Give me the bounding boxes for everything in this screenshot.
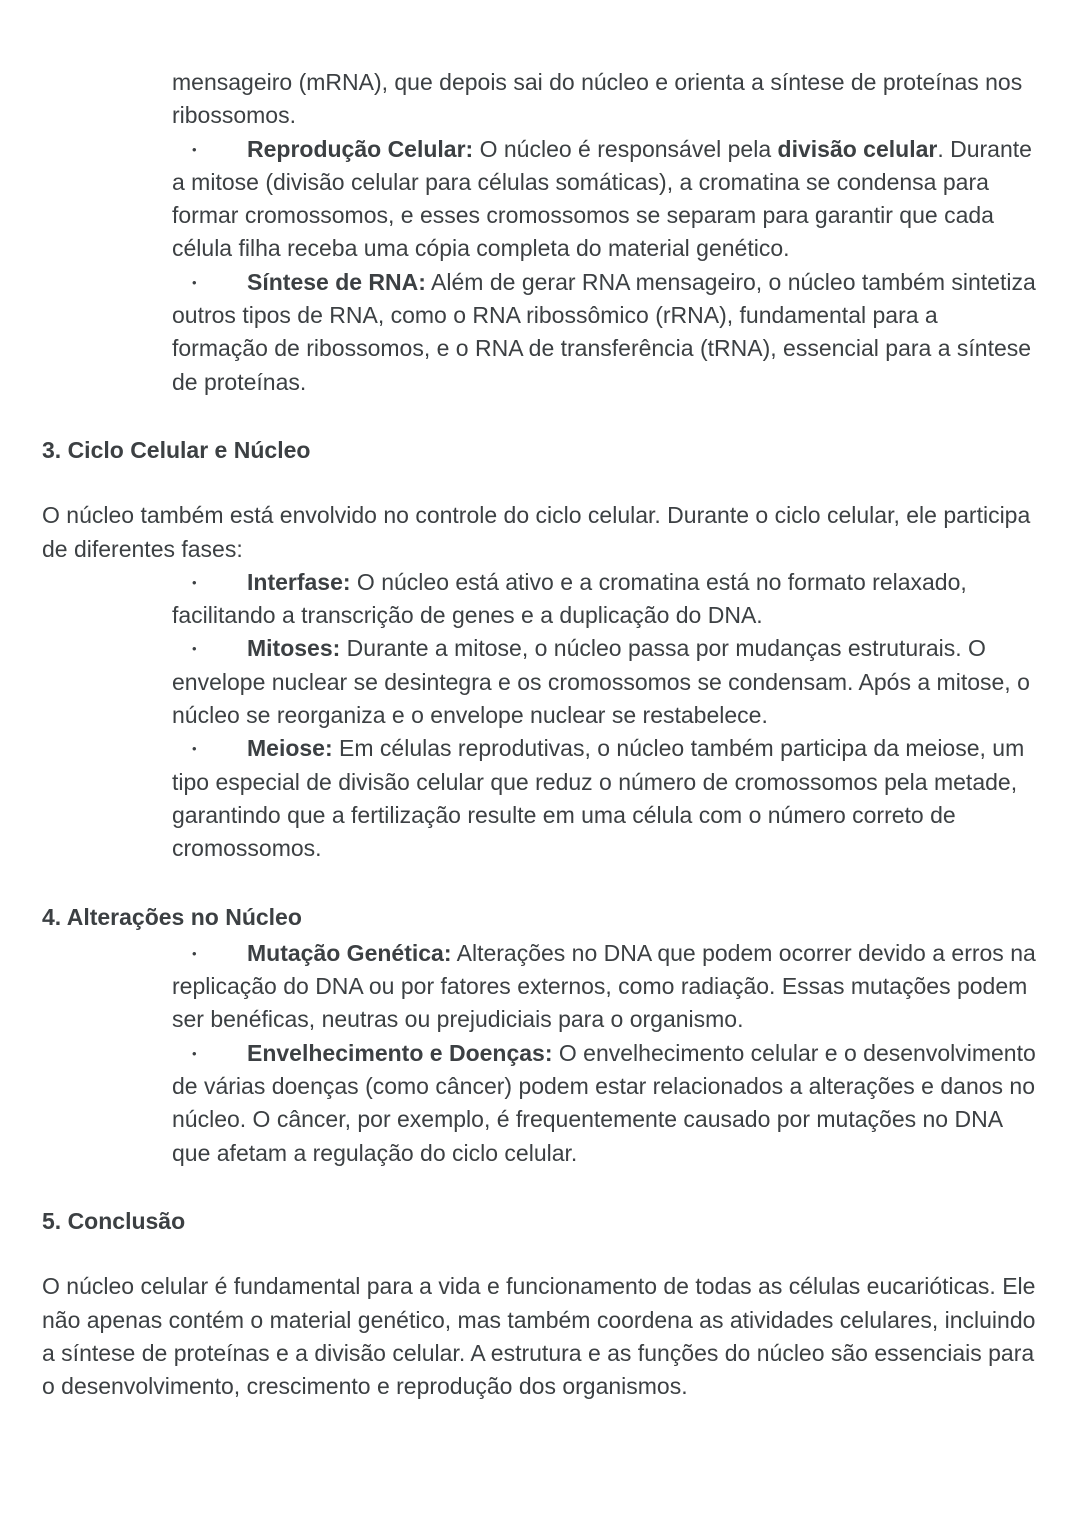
bold-text-run: 4. Alterações no Núcleo <box>42 903 302 930</box>
bold-text-run: Síntese de RNA: <box>247 268 426 295</box>
text-run: O núcleo está ativo e a cromatina está no formato relaxado, facilitando a transcrição de genes e a duplicação do DNA. <box>172 568 974 629</box>
text-run: Além de gerar RNA mensageiro, o núcleo também sintetiza outros tipos de RNA, como o RNA ribossômico (rRNA), fundamental para a formação de ribossomos, e o RNA de transferência (tRNA), essencial para a síntese de proteínas. <box>172 268 1043 395</box>
section-heading <box>42 1205 1037 1238</box>
text-run: Em células reprodutivas, o núcleo também participa da meiose, um tipo especial de divisão celular que reduz o número de cromossomos pela metade, garantindo que a fertilização resulte em uma célula com o número correto de cromossomos. <box>172 735 1031 862</box>
continued-paragraph <box>172 66 1037 133</box>
section-heading <box>42 901 1037 934</box>
bold-text-run: Reprodução Celular: <box>247 135 474 162</box>
bullet-item <box>172 632 1037 732</box>
text-run: Durante a mitose, o núcleo passa por mudanças estruturais. O envelope nuclear se desintegra e os cromossomos se condensam. Após a mitose, o núcleo se reorganiza e o envelope nuclear se restabelece. <box>172 635 1037 729</box>
bold-text-run: Mutação Genética: <box>247 939 452 966</box>
bold-text-run: Interfase: <box>247 568 351 595</box>
section-heading <box>42 434 1037 467</box>
paragraph <box>42 1270 1042 1403</box>
bullet-item <box>172 133 1037 266</box>
bold-text-run: Meiose: <box>247 735 333 762</box>
bullet-dot: • <box>192 141 197 157</box>
bullet-item <box>172 732 1037 865</box>
bullet-item <box>172 1037 1043 1170</box>
bullet-dot: • <box>192 945 197 961</box>
text-run: O núcleo é responsável pela <box>473 135 778 162</box>
bold-text-run: Envelhecimento e Doenças: <box>247 1039 553 1066</box>
bullet-dot: • <box>192 641 197 657</box>
text-run: Alterações no DNA que podem ocorrer devido a erros na replicação do DNA ou por fatores externos, como radiação. Essas mutações podem ser benéficas, neutras ou prejudiciais para o organismo. <box>172 939 1043 1033</box>
text-run: mensageiro (mRNA), que depois sai do núcleo e orienta a síntese de proteínas nos ribossomos. <box>172 69 1029 129</box>
bullet-dot: • <box>192 274 197 290</box>
bullet-item <box>172 266 1043 399</box>
paragraph <box>42 499 1037 566</box>
text-run: O envelhecimento celular e o desenvolvimento de várias doenças (como câncer) podem estar relacionados a alterações e danos no núcleo. O câncer, por exemplo, é frequentemente causado por mutações no DNA que afetam a regulação do ciclo celular. <box>172 1039 1043 1166</box>
bullet-item <box>172 566 1037 633</box>
bold-text-run: divisão celular <box>777 135 938 162</box>
text-run: . Durante a mitose (divisão celular para células somáticas), a cromatina se condensa para formar cromossomos, e esses cromossomos se separam para garantir que cada célula filha receba uma cópia completa do material genético. <box>172 135 1039 262</box>
bullet-dot: • <box>192 1045 197 1061</box>
bold-text-run: Mitoses: <box>247 635 341 662</box>
document-body <box>42 66 1043 1403</box>
bullet-dot: • <box>192 574 197 590</box>
bullet-dot: • <box>192 741 197 757</box>
bold-text-run: 3. Ciclo Celular e Núcleo <box>42 436 311 463</box>
bold-text-run: 5. Conclusão <box>42 1207 186 1234</box>
text-run: O núcleo também está envolvido no controle do ciclo celular. Durante o ciclo celular, ele participa de diferentes fases: <box>42 502 1037 562</box>
bullet-item <box>172 937 1043 1037</box>
text-run: O núcleo celular é fundamental para a vida e funcionamento de todas as células eucarióticas. Ele não apenas contém o material genético, mas também coordena as atividades celulares, incluindo a síntese de proteínas e a divisão celular. A estrutura e as funções do núcleo são essenciais para o desenvolvimento, crescimento e reprodução dos organismos. <box>42 1273 1042 1400</box>
